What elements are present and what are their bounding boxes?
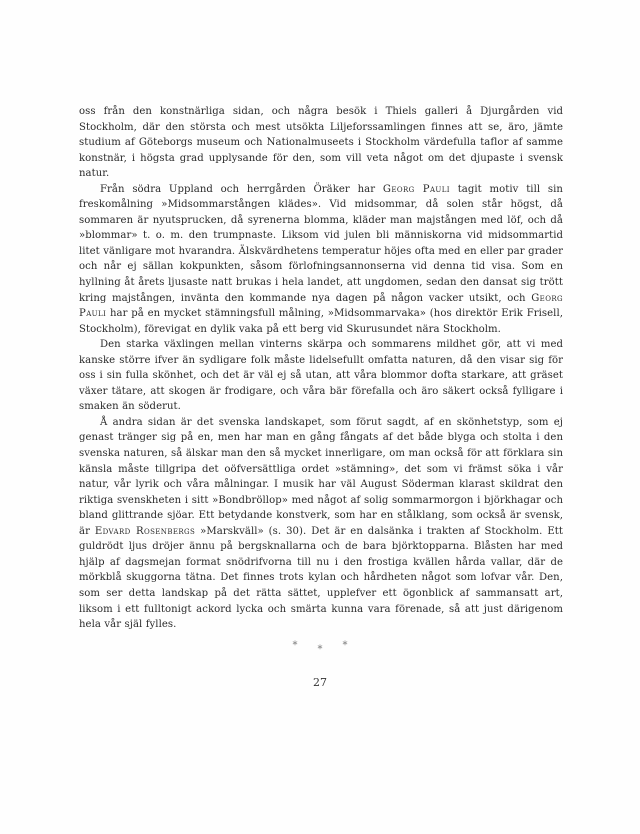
asterisk-left: * <box>292 640 318 651</box>
paragraph-2-text-c: har på en mycket stämningsfull målning, »Midsommarvaka» (hos direktör Erik Frisell, Stockholm), förevigat en dylik vaka på ett berg vid Skurusundet nära Stockholm. <box>79 308 563 335</box>
asterisk-middle: * <box>317 644 343 655</box>
paragraph-3-text: Den starka växlingen mellan vinterns skärpa och sommarens mildhet gör, att vi med kanske större ifver än sydligare folk måste lidelsefullt omfatta naturen, då den visar sig för oss i sin fulla skönhet, och det är väl ej så utan, att våra blommor dofta starkare, att gräset växer tätare, att skogen är frodigare, och våra bär förefalla och äro säkert också fylligare i smaken än söderut. <box>79 339 563 413</box>
section-ornament <box>0 640 640 655</box>
page-number: 27 <box>313 676 327 689</box>
paragraph-2-text-b: tagit motiv till sin freskomålning »Midsommarstången klädes». Vid midsommar, då solen står högst, då sommaren är nyutsprucken, då syrenerna blomma, kläder man majstången med löf, och då »blommar» t. o. m. den trumpnaste. Liksom vid julen bli människorna vid midsommartid litet vänligare mot hvarandra. Älskvärdhetens temperatur höjes ofta med en eller par grader och når ej sällan kokpunkten, såsom förlofningsannonserna vid denna tid visa. Som en hyllning åt årets ljusaste natt brukas i hela landet, att ungdomen, sedan den dansat sig trött kring majstången, invänta den kommande nya dagen på någon vacker utsikt, och <box>79 183 563 304</box>
paragraph-2-text-a: Från södra Uppland och herrgården Öräker har <box>100 183 383 195</box>
paragraph-4-text-a: Å andra sidan är det svenska landskapet, som förut sagdt, af en skönhetstyp, som ej genast tränger sig på en, men har man en gång fångats af det både blyga och stolta i den svenska naturen, så älskar man den så mycket innerligare, om man också för att förklara sin känsla måste tillgripa det oöfversättliga ordet »stämning», det som vi främst söka i vår natur, vår lyrik och våra målningar. I musik har väl August Söderman klarast skildrat den riktiga svenskheten i sitt »Bondbröllop» med något af solig sommarmorgon i björkhagar och bland glittrande sjöar. Ett betydande konstverk, som har en stålklang, som också är svensk, är <box>79 416 563 537</box>
paragraph-3 <box>79 337 563 415</box>
paragraph-1 <box>79 104 563 182</box>
asterisk-right: * <box>342 640 368 651</box>
artist-name-pauli: Georg Pauli <box>382 183 450 195</box>
paragraph-2 <box>79 182 563 337</box>
artist-name-rosenberg: Edvard Rosenbergs <box>94 525 196 537</box>
paragraph-4 <box>79 415 563 633</box>
paragraph-1-text: oss från den konstnärliga sidan, och några besök i Thiels galleri å Djurgården vid Stockholm, där den största och mest utsökta Liljeforssamlingen finnes att se, äro, jämte studium af Göteborgs museum och Nationalmuseets i Stockholm värdefulla taflor af samme konstnär, i högsta grad upplysande för den, som vill veta något om det djupaste i svensk natur. <box>79 106 563 180</box>
paragraph-4-text-b: »Marskväll» (s. 30). Det är en dalsänka i trakten af Stockholm. Ett guldrödt ljus dröjer ännu på bergsknallarna och de bara björktopparna. Blåsten har med hjälp af dagsmejan format snödrifvorna till nu i den frostiga kvällen hårda vallar, där de mörkblå skuggorna tätna. Det finnes trots kylan och hårdheten något som lofvar vår. Den, som ser detta landskap på det rätta sättet, upplefver ett ögonblick af sammansatt art, liksom i ett fulltonigt ackord lycka och smärta kunna vara förenade, så att just därigenom hela vår själ fylles. <box>79 525 563 631</box>
artist-name-pauli-2: Georg Pauli <box>79 292 563 320</box>
page-body <box>79 104 563 633</box>
